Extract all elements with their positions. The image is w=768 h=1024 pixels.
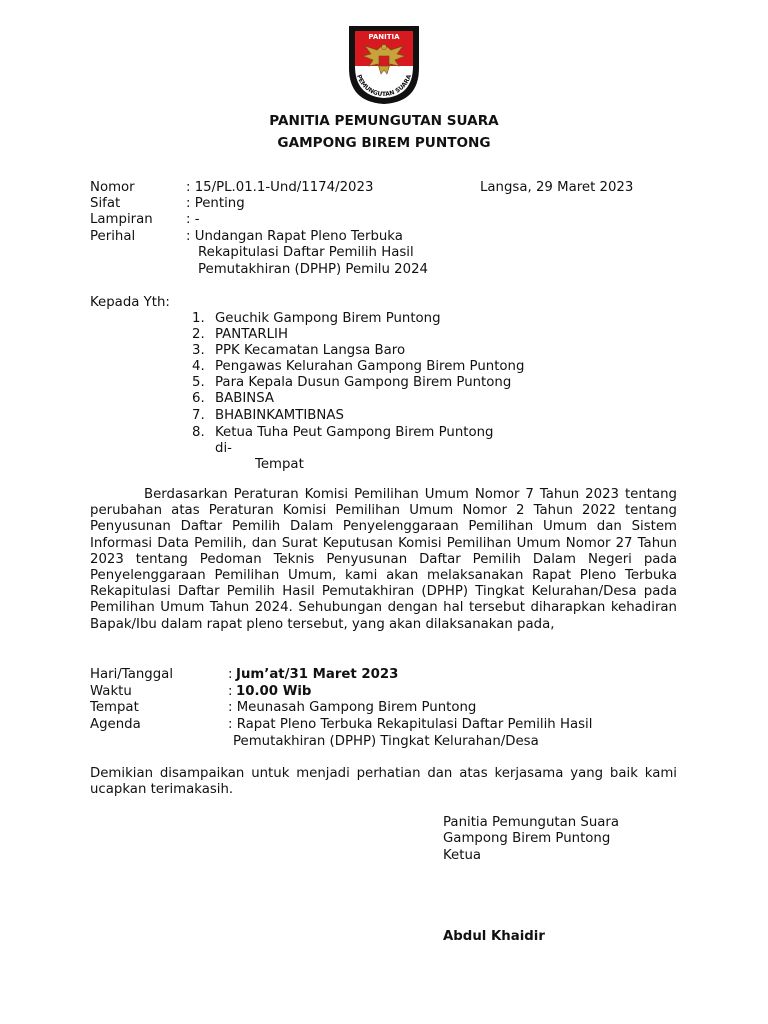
- tempat-label: Tempat: [90, 700, 139, 715]
- nomor-value: : 15/PL.01.1-Und/1174/2023: [186, 180, 374, 195]
- list-item-number: 1.: [192, 311, 205, 326]
- closing-paragraph: Demikian disampaikan untuk menjadi perhatian dan atas kerjasama yang baik kami ucapkan terimakasih.: [90, 766, 677, 798]
- agenda-value-line-1: : Rapat Pleno Terbuka Rekapitulasi Daftar Pemilih Hasil: [228, 717, 593, 732]
- list-item-number: 6.: [192, 391, 205, 406]
- list-item-text: BHABINKAMTIBNAS: [215, 408, 344, 423]
- lampiran-label: Lampiran: [90, 212, 153, 227]
- waktu-label: Waktu: [90, 684, 132, 699]
- list-item-text: BABINSA: [215, 391, 274, 406]
- perihal-label: Perihal: [90, 229, 136, 244]
- hari-value: Jum’at/31 Maret 2023: [236, 667, 399, 682]
- list-item-number: 4.: [192, 359, 205, 374]
- hari-colon: :: [228, 667, 233, 682]
- logo-top-text: PANITIA: [368, 33, 400, 41]
- perihal-value-line-2: Rekapitulasi Daftar Pemilih Hasil: [198, 245, 414, 260]
- list-item-number: 5.: [192, 375, 205, 390]
- sifat-value: : Penting: [186, 196, 245, 211]
- list-item-text: Geuchik Gampong Birem Puntong: [215, 311, 441, 326]
- list-item-number: 3.: [192, 343, 205, 358]
- recipients-di: di-: [215, 441, 232, 456]
- perihal-value-line-3: Pemutakhiran (DPHP) Pemilu 2024: [198, 262, 428, 277]
- signature-line-3: Ketua: [443, 848, 482, 863]
- signatory-name: Abdul Khaidir: [443, 929, 545, 944]
- perihal-value-line-1: : Undangan Rapat Pleno Terbuka: [186, 229, 403, 244]
- agenda-label: Agenda: [90, 717, 141, 732]
- list-item-text: PANTARLIH: [215, 327, 288, 342]
- list-item-text: PPK Kecamatan Langsa Baro: [215, 343, 406, 358]
- list-item-text: Ketua Tuha Peut Gampong Birem Puntong: [215, 425, 494, 440]
- tempat-value: : Meunasah Gampong Birem Puntong: [228, 700, 477, 715]
- garuda-emblem-icon: [343, 22, 425, 106]
- pps-logo: [343, 22, 425, 106]
- signature-line-2: Gampong Birem Puntong: [443, 831, 611, 846]
- sifat-label: Sifat: [90, 196, 121, 211]
- place-date: Langsa, 29 Maret 2023: [480, 180, 634, 195]
- recipients-tempat: Tempat: [255, 457, 304, 472]
- body-paragraph: Berdasarkan Peraturan Komisi Pemilihan Umum Nomor 7 Tahun 2023 tentang perubahan atas Peraturan Komisi Pemilihan Umum Nomor 2 Tahun 2022 tentang Penyusunan Daftar Pemilih Dalam Penyelenggaraan Pemilihan Umum dan Sistem Informasi Data Pemilih, dan Surat Keputusan Komisi Pemilihan Umum Nomor 27 Tahun 2023 tentang Pedoman Teknis Penyusunan Daftar Pemilih Dalam Negeri pada Penyelenggaraan Pemilihan Umum, kami akan melaksanakan Rapat Pleno Terbuka Rekapitulasi Daftar Pemilih Hasil Pemutakhiran (DPHP) Tingkat Kelurahan/Desa pada Pemilihan Umum Tahun 2024. Sehubungan dengan hal tersebut diharapkan kehadiran Bapak/Ibu dalam rapat pleno tersebut, yang akan dilaksanakan pada,: [90, 487, 677, 632]
- list-item-number: 2.: [192, 327, 205, 342]
- header-line-1: PANITIA PEMUNGUTAN SUARA: [269, 113, 499, 129]
- list-item-number: 8.: [192, 425, 205, 440]
- list-item-number: 7.: [192, 408, 205, 423]
- header-line-2: GAMPONG BIREM PUNTONG: [277, 135, 491, 151]
- nomor-label: Nomor: [90, 180, 135, 195]
- list-item-text: Para Kepala Dusun Gampong Birem Puntong: [215, 375, 512, 390]
- waktu-colon: :: [228, 684, 233, 699]
- agenda-value-line-2: Pemutakhiran (DPHP) Tingkat Kelurahan/Desa: [233, 734, 539, 749]
- hari-label: Hari/Tanggal: [90, 667, 174, 682]
- lampiran-value: : -: [186, 212, 200, 227]
- logo-bottom-text: PEMUNGUTAN SUARA: [355, 73, 413, 99]
- recipients-heading: Kepada Yth:: [90, 295, 170, 310]
- signature-line-1: Panitia Pemungutan Suara: [443, 815, 620, 830]
- waktu-value: 10.00 Wib: [236, 684, 312, 699]
- list-item-text: Pengawas Kelurahan Gampong Birem Puntong: [215, 359, 525, 374]
